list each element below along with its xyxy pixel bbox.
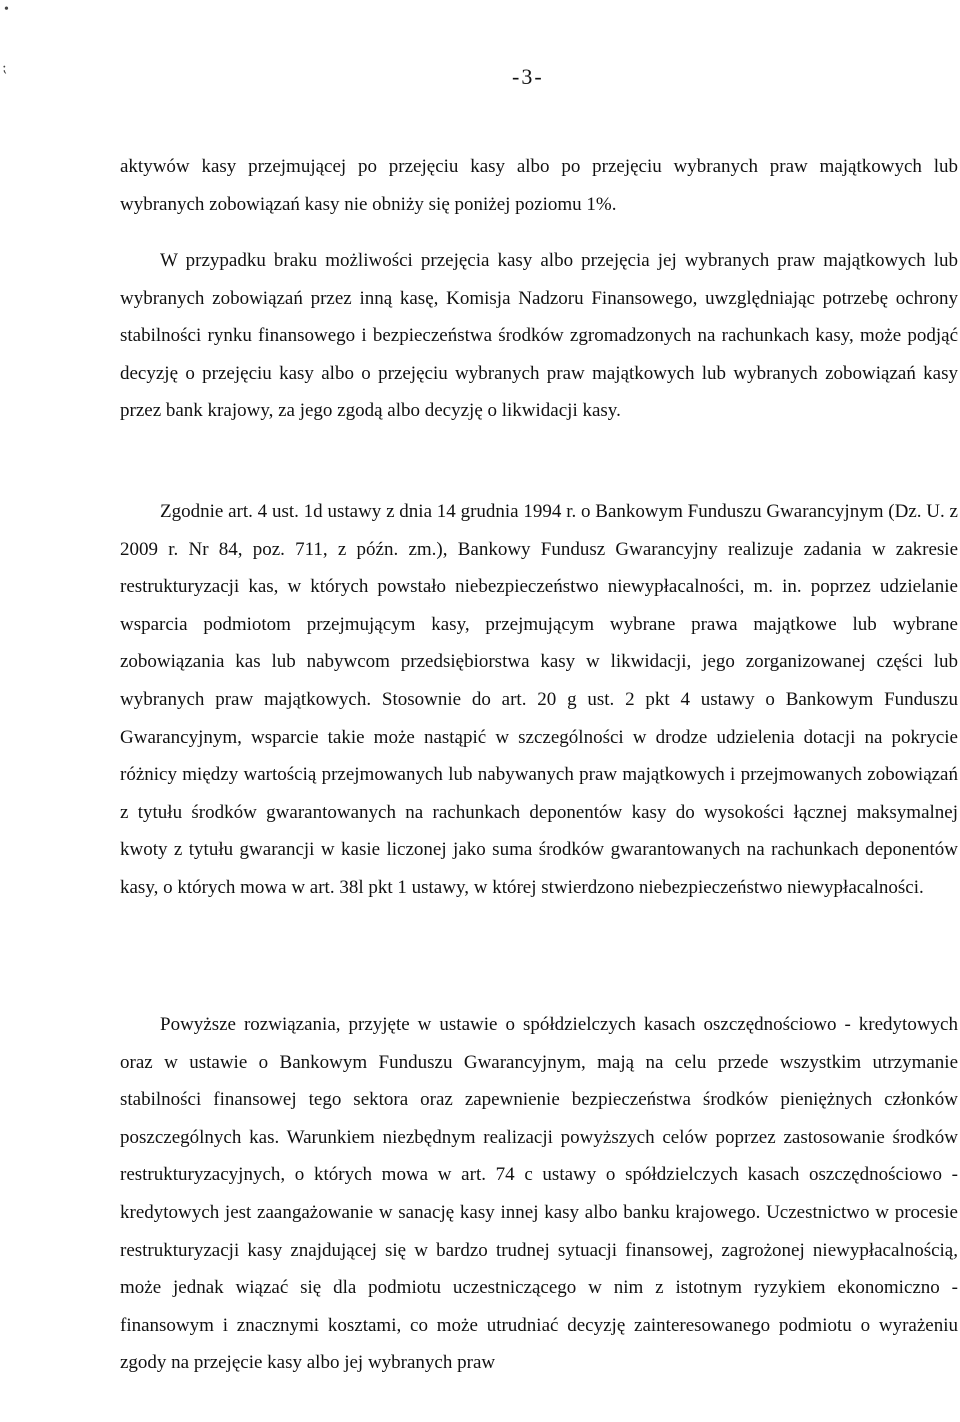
- paragraph-text: Powyższe rozwiązania, przyjęte w ustawie o spółdzielczych kasach oszczędnościowo - kredytowych oraz w ustawie o Bankowym Funduszu Gwarancyjnym, mają na celu przede wszystkim utrzymanie stabilności finansowej tego sektora oraz zapewnienie bezpieczeństwa środków pieniężnych członków poszczególnych kas. Warunkiem niezbędnym realizacji powyższych celów poprzez zastosowanie środków restrukturyzacyjnych, o których mowa w art. 74 c ustawy o spółdzielczych kasach oszczędnościowo - kredytowych jest zaangażowanie w sanację kasy innej kasy albo banku krajowego. Uczestnictwo w procesie restrukturyzacji kasy znajdującej się w bardzo trudnej sytuacji finansowej, zagrożonej niewypłacalnością, może jednak wiązać się dla podmiotu uczestniczącego w nim z istotnym ryzykiem ekonomiczno - finansowym i znacznymi kosztami, co może utrudniać decyzję zainteresowanego podmiotu o wyrażeniu zgody na przejęcie kasy albo jej wybranych praw: [120, 1014, 958, 1374]
- paragraph-continuation: [120, 148, 958, 223]
- paragraph-text: Zgodnie art. 4 ust. 1d ustawy z dnia 14 grudnia 1994 r. o Bankowym Funduszu Gwarancyjnym (Dz. U. z 2009 r. Nr 84, poz. 711, z późn. zm.), Bankowy Fundusz Gwarancyjny realizuje zadania w zakresie restrukturyzacji kas, w których powstało niebezpieczeństwo niewypłacalności, m. in. poprzez udzielanie wsparcia podmiotom przejmującym kasy, przejmującym wybrane prawa majątkowe lub wybrane zobowiązania kas lub nabywcom przedsiębiorstwa kasy w likwidacji, jego zorganizowanej części lub wybranych praw majątkowych. Stosownie do art. 20 g ust. 2 pkt 4 ustawy o Bankowym Funduszu Gwarancyjnym, wsparcie takie może nastąpić w szczególności w drodze udzielenia dotacji na pokrycie różnicy między wartością przejmowanych lub nabywanych praw majątkowych i przejmowanych zobowiązań z tytułu środków gwarantowanych na rachunkach deponentów kasy do wysokości łącznej maksymalnej kwoty z tytułu gwarancji w kasie liczonej jako suma środków gwarantowanych na rachunkach deponentów kasy, o których mowa w art. 38l pkt 1 ustawy, w której stwierdzono niebezpieczeństwo niewypłacalności.: [120, 501, 958, 898]
- scan-artifact-mark: •: [4, 2, 9, 17]
- paragraph-knf-decision: [120, 242, 958, 430]
- paragraph-text: aktywów kasy przejmującej po przejęciu kasy albo po przejęciu wybranych praw majątkowych lub wybranych zobowiązań kasy nie obniży się poniżej poziomu 1%.: [120, 156, 958, 215]
- paragraph-text: W przypadku braku możliwości przejęcia kasy albo przejęcia jej wybranych praw majątkowych lub wybranych zobowiązań przez inną kasę, Komisja Nadzoru Finansowego, uwzględniając potrzebę ochrony stabilności rynku finansowego i bezpieczeństwa środków zgromadzonych na rachunkach kasy, może podjąć decyzję o przejęciu kasy albo o przejęciu wybranych praw majątkowych lub wybranych zobowiązań kasy przez bank krajowy, za jego zgodą albo decyzję o likwidacji kasy.: [120, 250, 958, 422]
- scan-artifact-mark: ⁏: [2, 61, 7, 76]
- paragraph-solutions-summary: [120, 1006, 958, 1382]
- page-number: -3-: [512, 64, 544, 89]
- paragraph-bfg-support: [120, 493, 958, 907]
